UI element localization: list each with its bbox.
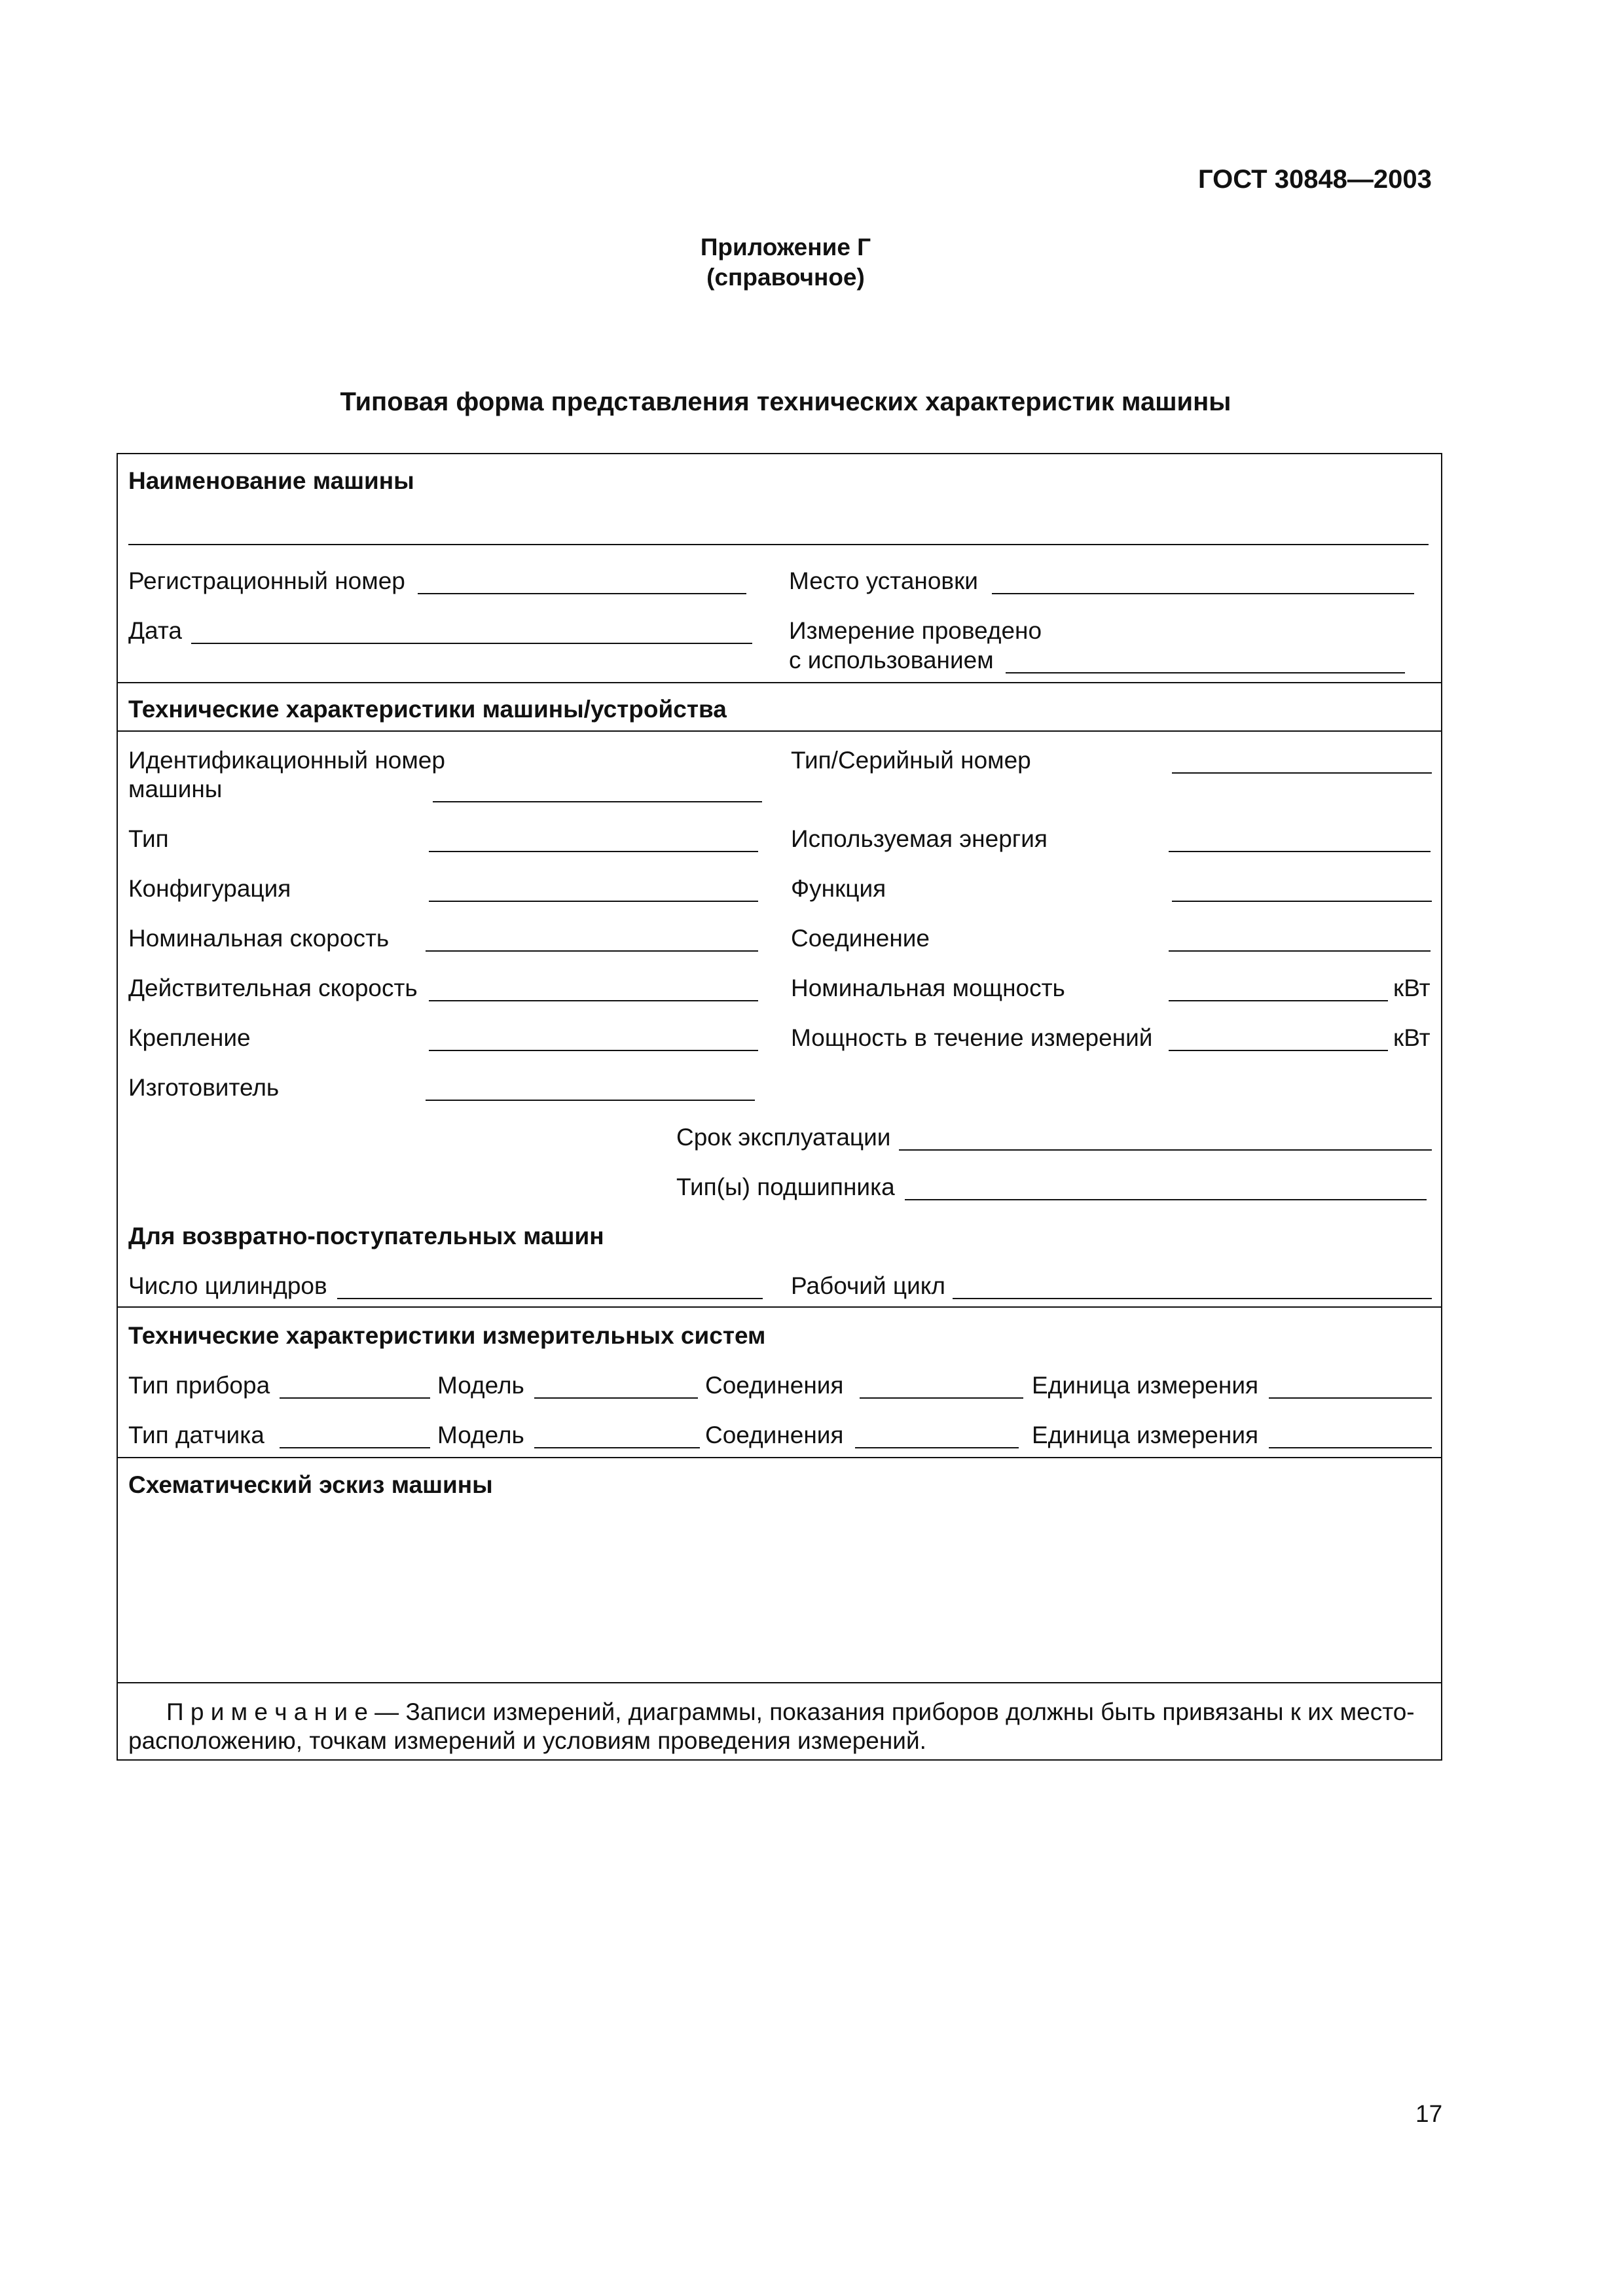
divider xyxy=(117,682,1442,683)
id-number-label-1: Идентификационный номер xyxy=(128,747,445,774)
install-place-field[interactable] xyxy=(992,593,1414,594)
work-cycle-label: Рабочий цикл xyxy=(791,1272,945,1299)
configuration-label: Конфигурация xyxy=(128,875,291,902)
connection-label: Соединение xyxy=(791,925,930,952)
cylinders-label: Число цилиндров xyxy=(128,1272,327,1299)
connections-field[interactable] xyxy=(860,1397,1023,1399)
power-during-field[interactable] xyxy=(1169,1050,1388,1051)
energy-field[interactable] xyxy=(1169,851,1431,852)
unit-field[interactable] xyxy=(1269,1397,1432,1399)
measured-with-field[interactable] xyxy=(1006,672,1405,673)
note-line-1 xyxy=(166,1698,1415,1727)
date-field[interactable] xyxy=(191,643,752,644)
energy-label: Используемая энергия xyxy=(791,825,1048,852)
bearing-type-field[interactable] xyxy=(905,1199,1427,1200)
actual-speed-field[interactable] xyxy=(429,1000,758,1001)
device-type-label: Тип прибора xyxy=(128,1372,270,1399)
power-during-label: Мощность в течение измерений xyxy=(791,1024,1153,1051)
unit-label: Единица измерения xyxy=(1032,1372,1259,1399)
model-field[interactable] xyxy=(534,1397,698,1399)
type-field[interactable] xyxy=(429,851,758,852)
date-label: Дата xyxy=(128,617,182,644)
registration-number-label: Регистрационный номер xyxy=(128,567,405,594)
work-cycle-field[interactable] xyxy=(953,1298,1432,1299)
manufacturer-field[interactable] xyxy=(426,1100,755,1101)
install-place-label: Место установки xyxy=(789,567,978,594)
sensor-type-label: Тип датчика xyxy=(128,1422,264,1448)
nominal-speed-label: Номинальная скорость xyxy=(128,925,390,952)
service-life-label: Срок эксплуатации xyxy=(676,1124,891,1151)
appendix-label: Приложение Г xyxy=(700,234,871,260)
registration-number-field[interactable] xyxy=(418,593,746,594)
reciprocating-heading: Для возвратно-поступательных машин xyxy=(128,1223,604,1249)
divider xyxy=(117,1682,1442,1683)
divider xyxy=(117,730,1442,732)
machine-name-heading: Наименование машины xyxy=(128,467,414,494)
device-type-field[interactable] xyxy=(280,1397,430,1399)
divider xyxy=(117,1457,1442,1458)
sensor-unit-field[interactable] xyxy=(1269,1447,1432,1448)
configuration-field[interactable] xyxy=(429,901,758,902)
sensor-connections-label: Соединения xyxy=(705,1422,844,1448)
connections-label: Соединения xyxy=(705,1372,844,1399)
function-label: Функция xyxy=(791,875,886,902)
model-label: Модель xyxy=(437,1372,524,1399)
sensor-connections-field[interactable] xyxy=(855,1447,1019,1448)
cylinders-field[interactable] xyxy=(337,1298,763,1299)
nominal-speed-field[interactable] xyxy=(426,950,758,952)
measure-heading: Технические характеристики измерительных систем xyxy=(128,1322,766,1349)
power-during-unit: кВт xyxy=(1393,1024,1431,1051)
mounting-label: Крепление xyxy=(128,1024,251,1051)
note-line-2: расположению, точкам измерений и условиям проведения измерений. xyxy=(128,1727,926,1754)
type-label: Тип xyxy=(128,825,169,852)
machine-name-field[interactable] xyxy=(128,544,1429,545)
nominal-power-label: Номинальная мощность xyxy=(791,975,1065,1001)
sketch-area[interactable] xyxy=(124,1505,1434,1676)
note-text-1: — Записи измерений, диаграммы, показания приборов должны быть привязаны к их место- xyxy=(367,1698,1415,1725)
measured-label-2: с использованием xyxy=(789,647,994,673)
function-field[interactable] xyxy=(1172,901,1432,902)
service-life-field[interactable] xyxy=(899,1149,1432,1151)
connection-field[interactable] xyxy=(1169,950,1431,952)
page-number: 17 xyxy=(1415,2100,1443,2127)
appendix-type: (справочное) xyxy=(706,264,865,291)
sensor-model-field[interactable] xyxy=(534,1447,700,1448)
sensor-unit-label: Единица измерения xyxy=(1032,1422,1259,1448)
actual-speed-label: Действительная скорость xyxy=(128,975,418,1001)
manufacturer-label: Изготовитель xyxy=(128,1074,280,1101)
type-serial-label: Тип/Серийный номер xyxy=(791,747,1031,774)
mounting-field[interactable] xyxy=(429,1050,758,1051)
page-title: Типовая форма представления технических характеристик машины xyxy=(340,387,1231,416)
sketch-heading: Схематический эскиз машины xyxy=(128,1471,493,1498)
nominal-power-field[interactable] xyxy=(1169,1000,1388,1001)
nominal-power-unit: кВт xyxy=(1393,975,1431,1001)
measured-label-1: Измерение проведено xyxy=(789,617,1042,644)
divider xyxy=(117,1306,1442,1308)
id-number-label-2: машины xyxy=(128,776,223,802)
standard-number: ГОСТ 30848—2003 xyxy=(1198,165,1432,194)
note-label: П р и м е ч а н и е xyxy=(166,1698,368,1725)
sensor-model-label: Модель xyxy=(437,1422,524,1448)
id-number-field[interactable] xyxy=(433,801,762,802)
tech-heading: Технические характеристики машины/устройства xyxy=(128,696,727,723)
type-serial-field[interactable] xyxy=(1172,772,1432,774)
bearing-type-label: Тип(ы) подшипника xyxy=(676,1174,895,1200)
sensor-type-field[interactable] xyxy=(280,1447,430,1448)
